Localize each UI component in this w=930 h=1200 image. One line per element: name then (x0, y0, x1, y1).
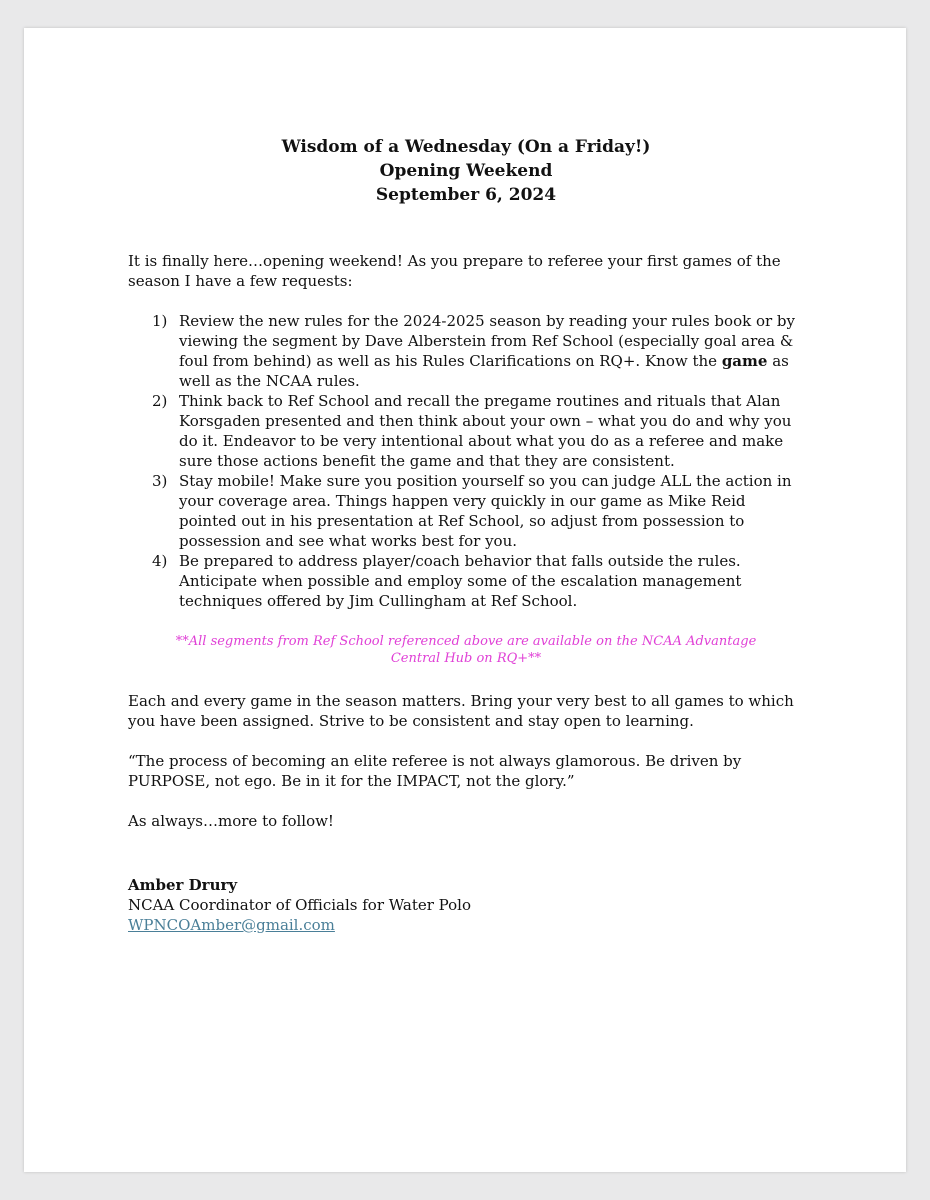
signature-title: NCAA Coordinator of Officials for Water Polo (128, 896, 472, 914)
heading-subtitle: Opening Weekend (379, 161, 553, 181)
document-heading (128, 135, 804, 207)
list-item-text: Think back to Ref School and recall the pregame routines and rituals that Alan Korsgaden presented and then think about your own – what you do and why you do it. Endeavor to be very intentional about what you do as a referee and make sure those actions benefit the game and that they are consistent. (179, 392, 792, 470)
list-item (152, 471, 804, 551)
heading-date: September 6, 2024 (375, 185, 557, 205)
intro-paragraph: It is finally here…opening weekend! As you prepare to referee your first games of the season I have a few requests: (128, 252, 781, 290)
ref-school-note: **All segments from Ref School referenced above are available on the NCAA Advantage Central Hub on RQ+** (175, 634, 757, 666)
signature-email-link[interactable]: WPNCOAmber@gmail.com (128, 916, 335, 934)
emphasis-text: game (721, 352, 768, 370)
list-item-text: as well as the NCAA rules. (179, 352, 789, 390)
requests-list (128, 311, 804, 611)
signature-name: Amber Drury (128, 876, 238, 894)
list-item-number: 4) (152, 552, 168, 570)
list-item (152, 391, 804, 471)
season-paragraph: Each and every game in the season matters. Bring your very best to all games to which you have been assigned. Strive to be consistent and stay open to learning. (128, 692, 794, 730)
heading-title: Wisdom of a Wednesday (On a Friday!) (281, 137, 651, 157)
list-item-number: 1) (152, 312, 168, 330)
list-item-number: 3) (152, 472, 168, 490)
document-page (24, 28, 906, 1172)
quote-paragraph: “The process of becoming an elite referee is not always glamorous. Be driven by PURPOSE, not ego. Be in it for the IMPACT, not the glory.” (128, 752, 742, 790)
list-item (152, 311, 804, 391)
list-item-number: 2) (152, 392, 168, 410)
list-item (152, 551, 804, 611)
list-item-text: Review the new rules for the 2024-2025 season by reading your rules book or by viewing the segment by Dave Alberstein from Ref School (especially goal area & foul from behind) as well as his Rules Clarifications on RQ+. Know the (179, 312, 795, 370)
list-item-text: Be prepared to address player/coach behavior that falls outside the rules. Anticipate when possible and employ some of the escalation management techniques offered by Jim Cullingham at Ref School. (179, 552, 742, 610)
closing-line: As always…more to follow! (128, 812, 334, 830)
list-item-text: Stay mobile! Make sure you position yourself so you can judge ALL the action in your coverage area. Things happen very quickly in our game as Mike Reid pointed out in his presentation at Ref School, so adjust from possession to possession and see what works best for you. (179, 472, 792, 550)
